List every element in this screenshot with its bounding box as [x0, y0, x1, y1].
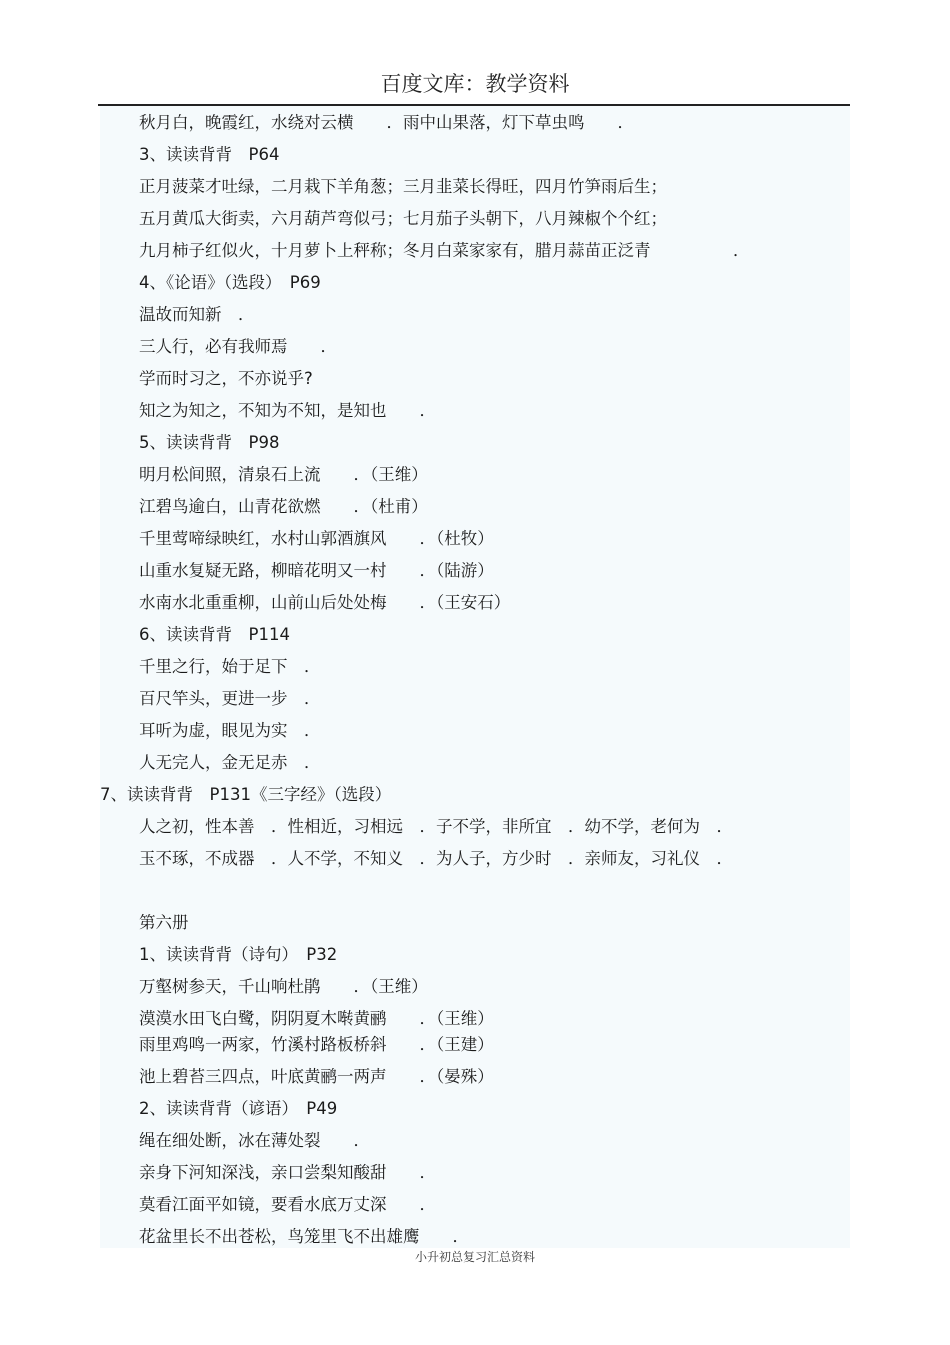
text-line: 百尺竿头，更进一步 ． [139, 689, 321, 708]
text-line: 莫看江面平如镜，要看水底万丈深 ． [139, 1195, 436, 1214]
text-line: 千里之行，始于足下 ． [139, 657, 321, 676]
text-line: 池上碧苔三四点，叶底黄鹂一两声 ．（晏殊） [139, 1067, 494, 1086]
section-heading: 6、读读背背 P114 [139, 625, 290, 644]
text-line: 漠漠水田飞白鹭，阴阴夏木啭黄鹂 ．（王维） [139, 1009, 494, 1028]
text-line: 温故而知新 ． [139, 305, 255, 324]
section-heading: 7、读读背背 P131《三字经》（选段） [100, 785, 392, 804]
text-line: 秋月白，晚霞红，水绕对云横 ．雨中山果落，灯下草虫鸣 ． [139, 113, 634, 132]
volume-heading: 第六册 [139, 913, 189, 932]
page-footer: 小升初总复习汇总资料 [414, 1250, 535, 1264]
document-header-title: 百度文库：教学资料 [380, 72, 570, 96]
text-line: 亲身下河知深浅，亲口尝梨知酸甜 ． [139, 1163, 436, 1182]
text-line: 玉不琢，不成器 ．人不学，不知义 ．为人子，方少时 ．亲师友，习礼仪 ． [139, 849, 733, 868]
text-line: 耳听为虚，眼见为实 ． [139, 721, 321, 740]
text-line: 人无完人，金无足赤 ． [139, 753, 321, 772]
section-heading: 3、读读背背 P64 [139, 145, 280, 164]
section-heading: 4、《论语》（选段） P69 [139, 273, 321, 292]
text-line: 水南水北重重柳，山前山后处处梅 ．（王安石） [139, 593, 511, 612]
text-line: 山重水复疑无路，柳暗花明又一村 ．（陆游） [139, 561, 494, 580]
text-line: 九月柿子红似火，十月萝卜上秤称；冬月白菜家家有，腊月蒜苗正泛青 ． [139, 241, 750, 260]
text-line: 五月黄瓜大街卖，六月葫芦弯似弓；七月茄子头朝下，八月辣椒个个红； [139, 209, 667, 228]
text-line: 雨里鸡鸣一两家，竹溪村路板桥斜 ．（王建） [139, 1035, 494, 1054]
section-heading: 5、读读背背 P98 [139, 433, 280, 452]
text-line: 学而时习之，不亦说乎? [139, 369, 313, 388]
text-line: 正月菠菜才吐绿，二月栽下羊角葱；三月韭菜长得旺，四月竹笋雨后生； [139, 177, 667, 196]
text-line: 明月松间照，清泉石上流 ．（王维） [139, 465, 428, 484]
section-heading: 1、读读背背（诗句） P32 [139, 945, 338, 964]
text-line: 人之初，性本善 ．性相近，习相远 ．子不学，非所宜 ．幼不学，老何为 ． [139, 817, 733, 836]
text-line: 万壑树参天，千山响杜鹃 ．（王维） [139, 977, 428, 996]
text-line: 花盆里长不出苍松，鸟笼里飞不出雄鹰 ． [139, 1227, 469, 1246]
section-heading: 2、读读背背（谚语） P49 [139, 1099, 338, 1118]
text-line: 绳在细处断，冰在薄处裂 ． [139, 1131, 370, 1150]
text-line: 知之为知之，不知为不知，是知也 ． [139, 401, 436, 420]
text-line: 三人行，必有我师焉 ． [139, 337, 337, 356]
text-line: 千里莺啼绿映红，水村山郭酒旗风 ．（杜牧） [139, 529, 494, 548]
text-line: 江碧鸟逾白，山青花欲燃 ．（杜甫） [139, 497, 428, 516]
